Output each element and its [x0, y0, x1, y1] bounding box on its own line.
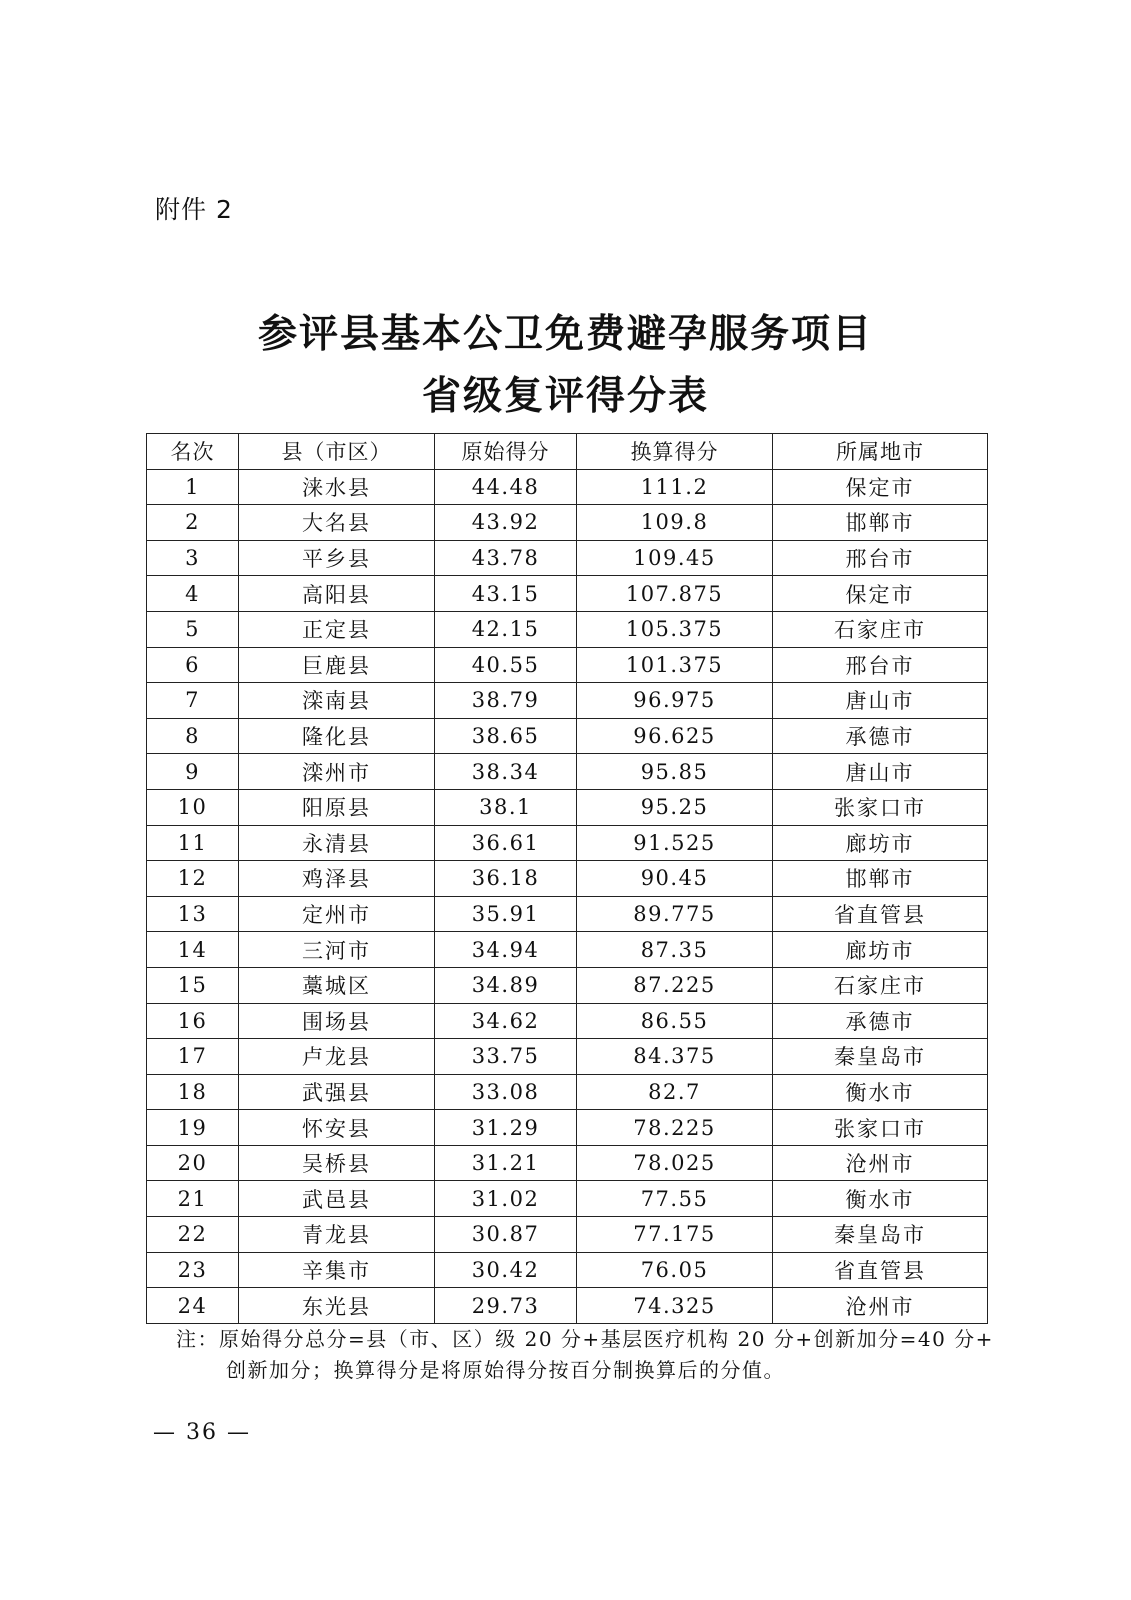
- table-row: [147, 1217, 988, 1253]
- rank-cell: 20: [147, 1145, 239, 1181]
- raw-score-cell: 34.89: [435, 967, 577, 1003]
- converted-score-cell: 82.7: [577, 1074, 773, 1110]
- table-row: [147, 647, 988, 683]
- city-cell: 承德市: [773, 718, 988, 754]
- city-cell: 秦皇岛市: [773, 1217, 988, 1253]
- raw-score-cell: 43.78: [435, 540, 577, 576]
- county-cell: 卢龙县: [239, 1039, 435, 1075]
- table-row: [147, 967, 988, 1003]
- city-cell: 承德市: [773, 1003, 988, 1039]
- raw-score-cell: 34.62: [435, 1003, 577, 1039]
- raw-score-cell: 38.34: [435, 754, 577, 790]
- table-body: [147, 469, 988, 1323]
- city-cell: 省直管县: [773, 896, 988, 932]
- rank-cell: 12: [147, 861, 239, 897]
- converted-score-cell: 74.325: [577, 1288, 773, 1324]
- table-row: [147, 1003, 988, 1039]
- converted-score-cell: 96.625: [577, 718, 773, 754]
- city-cell: 石家庄市: [773, 611, 988, 647]
- note-line-1: 注：原始得分总分=县（市、区）级 20 分+基层医疗机构 20 分+创新加分=40 分+: [176, 1327, 994, 1351]
- city-cell: 廊坊市: [773, 932, 988, 968]
- county-cell: 滦州市: [239, 754, 435, 790]
- converted-score-cell: 109.45: [577, 540, 773, 576]
- county-cell: 平乡县: [239, 540, 435, 576]
- county-cell: 青龙县: [239, 1217, 435, 1253]
- city-cell: 邢台市: [773, 540, 988, 576]
- county-cell: 围场县: [239, 1003, 435, 1039]
- county-cell: 阳原县: [239, 789, 435, 825]
- table-row: [147, 469, 988, 505]
- county-cell: 涞水县: [239, 469, 435, 505]
- page-number: — 36 —: [153, 1420, 251, 1445]
- header-county: 县（市区）: [239, 434, 435, 470]
- table-row: [147, 505, 988, 541]
- table-row: [147, 1181, 988, 1217]
- county-cell: 藁城区: [239, 967, 435, 1003]
- table-row: [147, 1074, 988, 1110]
- table-row: [147, 1288, 988, 1324]
- converted-score-cell: 76.05: [577, 1252, 773, 1288]
- rank-cell: 17: [147, 1039, 239, 1075]
- raw-score-cell: 31.29: [435, 1110, 577, 1146]
- table-row: [147, 718, 988, 754]
- note-line-2: 创新加分；换算得分是将原始得分按百分制换算后的分值。: [226, 1358, 785, 1382]
- table-row: [147, 1110, 988, 1146]
- county-cell: 永清县: [239, 825, 435, 861]
- rank-cell: 2: [147, 505, 239, 541]
- table-row: [147, 576, 988, 612]
- city-cell: 沧州市: [773, 1145, 988, 1181]
- rank-cell: 9: [147, 754, 239, 790]
- city-cell: 邢台市: [773, 647, 988, 683]
- city-cell: 衡水市: [773, 1181, 988, 1217]
- raw-score-cell: 30.42: [435, 1252, 577, 1288]
- county-cell: 三河市: [239, 932, 435, 968]
- converted-score-cell: 89.775: [577, 896, 773, 932]
- rank-cell: 21: [147, 1181, 239, 1217]
- converted-score-cell: 107.875: [577, 576, 773, 612]
- city-cell: 秦皇岛市: [773, 1039, 988, 1075]
- raw-score-cell: 38.1: [435, 789, 577, 825]
- raw-score-cell: 29.73: [435, 1288, 577, 1324]
- raw-score-cell: 36.18: [435, 861, 577, 897]
- raw-score-cell: 43.92: [435, 505, 577, 541]
- rank-cell: 15: [147, 967, 239, 1003]
- city-cell: 衡水市: [773, 1074, 988, 1110]
- raw-score-cell: 42.15: [435, 611, 577, 647]
- county-cell: 滦南县: [239, 683, 435, 719]
- city-cell: 唐山市: [773, 754, 988, 790]
- county-cell: 隆化县: [239, 718, 435, 754]
- converted-score-cell: 78.025: [577, 1145, 773, 1181]
- rank-cell: 1: [147, 469, 239, 505]
- converted-score-cell: 111.2: [577, 469, 773, 505]
- city-cell: 省直管县: [773, 1252, 988, 1288]
- page-title-line1: 参评县基本公卫免费避孕服务项目: [257, 312, 873, 357]
- county-cell: 大名县: [239, 505, 435, 541]
- converted-score-cell: 96.975: [577, 683, 773, 719]
- raw-score-cell: 35.91: [435, 896, 577, 932]
- county-cell: 吴桥县: [239, 1145, 435, 1181]
- table-row: [147, 611, 988, 647]
- rank-cell: 19: [147, 1110, 239, 1146]
- rank-cell: 14: [147, 932, 239, 968]
- raw-score-cell: 40.55: [435, 647, 577, 683]
- table-row: [147, 1252, 988, 1288]
- city-cell: 石家庄市: [773, 967, 988, 1003]
- converted-score-cell: 87.225: [577, 967, 773, 1003]
- rank-cell: 3: [147, 540, 239, 576]
- rank-cell: 23: [147, 1252, 239, 1288]
- raw-score-cell: 31.02: [435, 1181, 577, 1217]
- page-title-line2: 省级复评得分表: [421, 374, 709, 419]
- city-cell: 张家口市: [773, 789, 988, 825]
- raw-score-cell: 36.61: [435, 825, 577, 861]
- converted-score-cell: 77.55: [577, 1181, 773, 1217]
- converted-score-cell: 101.375: [577, 647, 773, 683]
- score-table: [146, 433, 988, 1324]
- raw-score-cell: 38.79: [435, 683, 577, 719]
- rank-cell: 16: [147, 1003, 239, 1039]
- converted-score-cell: 77.175: [577, 1217, 773, 1253]
- raw-score-cell: 43.15: [435, 576, 577, 612]
- city-cell: 沧州市: [773, 1288, 988, 1324]
- county-cell: 东光县: [239, 1288, 435, 1324]
- table-row: [147, 932, 988, 968]
- table-row: [147, 1039, 988, 1075]
- county-cell: 定州市: [239, 896, 435, 932]
- rank-cell: 22: [147, 1217, 239, 1253]
- county-cell: 辛集市: [239, 1252, 435, 1288]
- rank-cell: 24: [147, 1288, 239, 1324]
- city-cell: 保定市: [773, 576, 988, 612]
- converted-score-cell: 91.525: [577, 825, 773, 861]
- rank-cell: 18: [147, 1074, 239, 1110]
- table-row: [147, 789, 988, 825]
- raw-score-cell: 31.21: [435, 1145, 577, 1181]
- rank-cell: 5: [147, 611, 239, 647]
- raw-score-cell: 34.94: [435, 932, 577, 968]
- converted-score-cell: 84.375: [577, 1039, 773, 1075]
- table-row: [147, 896, 988, 932]
- converted-score-cell: 87.35: [577, 932, 773, 968]
- county-cell: 高阳县: [239, 576, 435, 612]
- rank-cell: 10: [147, 789, 239, 825]
- converted-score-cell: 86.55: [577, 1003, 773, 1039]
- city-cell: 保定市: [773, 469, 988, 505]
- rank-cell: 7: [147, 683, 239, 719]
- county-cell: 武邑县: [239, 1181, 435, 1217]
- header-city: 所属地市: [773, 434, 988, 470]
- city-cell: 邯郸市: [773, 861, 988, 897]
- rank-cell: 4: [147, 576, 239, 612]
- table-note: [176, 1324, 996, 1386]
- table-row: [147, 754, 988, 790]
- converted-score-cell: 90.45: [577, 861, 773, 897]
- converted-score-cell: 78.225: [577, 1110, 773, 1146]
- raw-score-cell: 44.48: [435, 469, 577, 505]
- city-cell: 邯郸市: [773, 505, 988, 541]
- county-cell: 怀安县: [239, 1110, 435, 1146]
- county-cell: 正定县: [239, 611, 435, 647]
- header-converted-score: 换算得分: [577, 434, 773, 470]
- raw-score-cell: 30.87: [435, 1217, 577, 1253]
- raw-score-cell: 33.75: [435, 1039, 577, 1075]
- county-cell: 巨鹿县: [239, 647, 435, 683]
- converted-score-cell: 95.25: [577, 789, 773, 825]
- converted-score-cell: 109.8: [577, 505, 773, 541]
- county-cell: 武强县: [239, 1074, 435, 1110]
- raw-score-cell: 38.65: [435, 718, 577, 754]
- city-cell: 张家口市: [773, 1110, 988, 1146]
- table-row: [147, 1145, 988, 1181]
- header-rank: 名次: [147, 434, 239, 470]
- raw-score-cell: 33.08: [435, 1074, 577, 1110]
- city-cell: 廊坊市: [773, 825, 988, 861]
- converted-score-cell: 95.85: [577, 754, 773, 790]
- rank-cell: 8: [147, 718, 239, 754]
- table-row: [147, 540, 988, 576]
- table-header-row: [147, 434, 988, 470]
- rank-cell: 6: [147, 647, 239, 683]
- table-row: [147, 861, 988, 897]
- header-raw-score: 原始得分: [435, 434, 577, 470]
- converted-score-cell: 105.375: [577, 611, 773, 647]
- city-cell: 唐山市: [773, 683, 988, 719]
- table-row: [147, 683, 988, 719]
- rank-cell: 13: [147, 896, 239, 932]
- county-cell: 鸡泽县: [239, 861, 435, 897]
- rank-cell: 11: [147, 825, 239, 861]
- attachment-label: 附件 2: [155, 195, 233, 224]
- table-row: [147, 825, 988, 861]
